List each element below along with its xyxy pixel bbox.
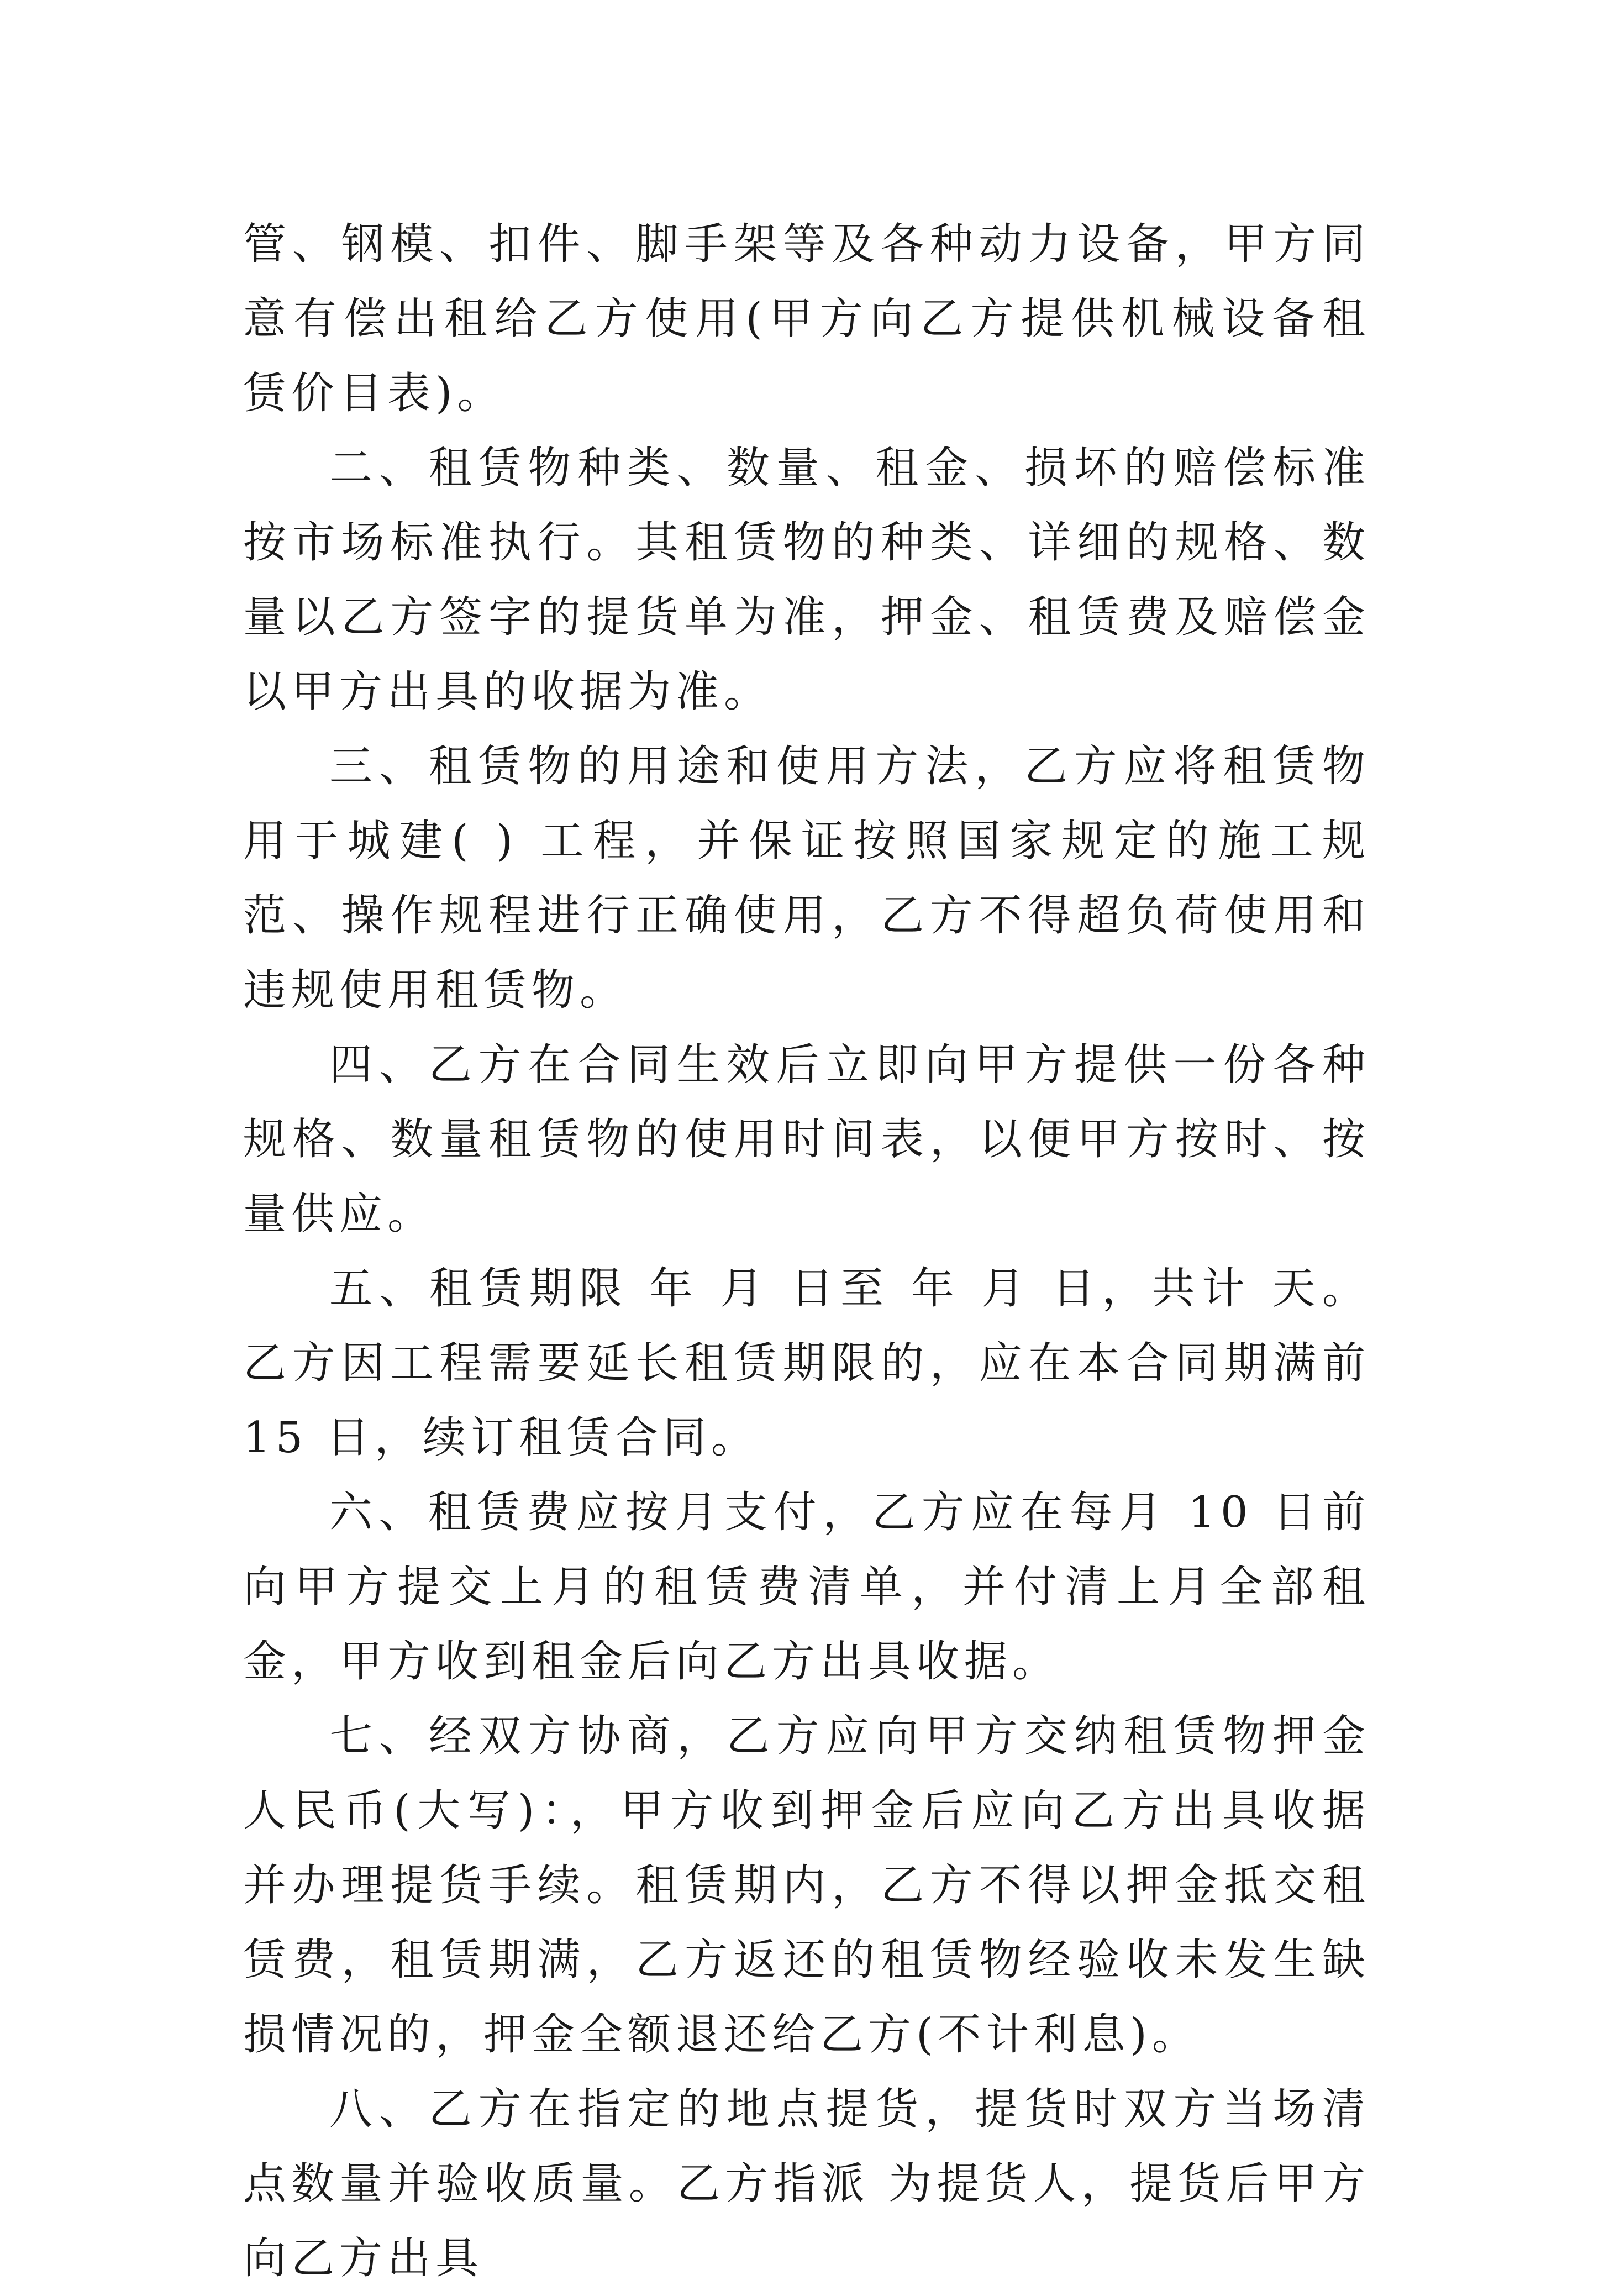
- clause-5: 五、租赁期限 年 月 日至 年 月 日，共计 天。乙方因工程需要延长租赁期限的，应在本合同期满前 15 日，续订租赁合同。: [243, 1264, 1370, 1463]
- clause-6: 六、租赁费应按月支付，乙方应在每月 10 日前向甲方提交上月的租赁费清单，并付清上月全部租金，甲方收到租金后向乙方出具收据。: [243, 1488, 1370, 1686]
- clause-4: 四、乙方在合同生效后立即向甲方提供一份各种规格、数量租赁物的使用时间表，以便甲方按时、按量供应。: [243, 1040, 1370, 1239]
- clause-8: 八、乙方在指定的地点提货，提货时双方当场清点数量并验收质量。乙方指派 为提货人，提货后甲方向乙方出具: [243, 2084, 1370, 2283]
- clause-3: 三、租赁物的用途和使用方法，乙方应将租赁物用于城建( ) 工程，并保证按照国家规定的施工规范、操作规程进行正确使用，乙方不得超负荷使用和违规使用租赁物。: [243, 742, 1370, 1015]
- clause-2: 二、租赁物种类、数量、租金、损坏的赔偿标准按市场标准执行。其租赁物的种类、详细的规格、数量以乙方签字的提货单为准，押金、租赁费及赔偿金以甲方出具的收据为准。: [243, 443, 1370, 717]
- contract-body: [243, 207, 1370, 2296]
- clause-7: 七、经双方协商，乙方应向甲方交纳租赁物押金人民币(大写)：，甲方收到押金后应向乙方出具收据并办理提货手续。租赁期内，乙方不得以押金抵交租赁费，租赁期满，乙方返还的租赁物经验收未发生缺损情况的，押金全额退还给乙方(不计利息)。: [243, 1711, 1370, 2059]
- paragraph-continued: 管、钢模、扣件、脚手架等及各种动力设备，甲方同意有偿出租给乙方使用(甲方向乙方提供机械设备租赁价目表)。: [243, 219, 1370, 418]
